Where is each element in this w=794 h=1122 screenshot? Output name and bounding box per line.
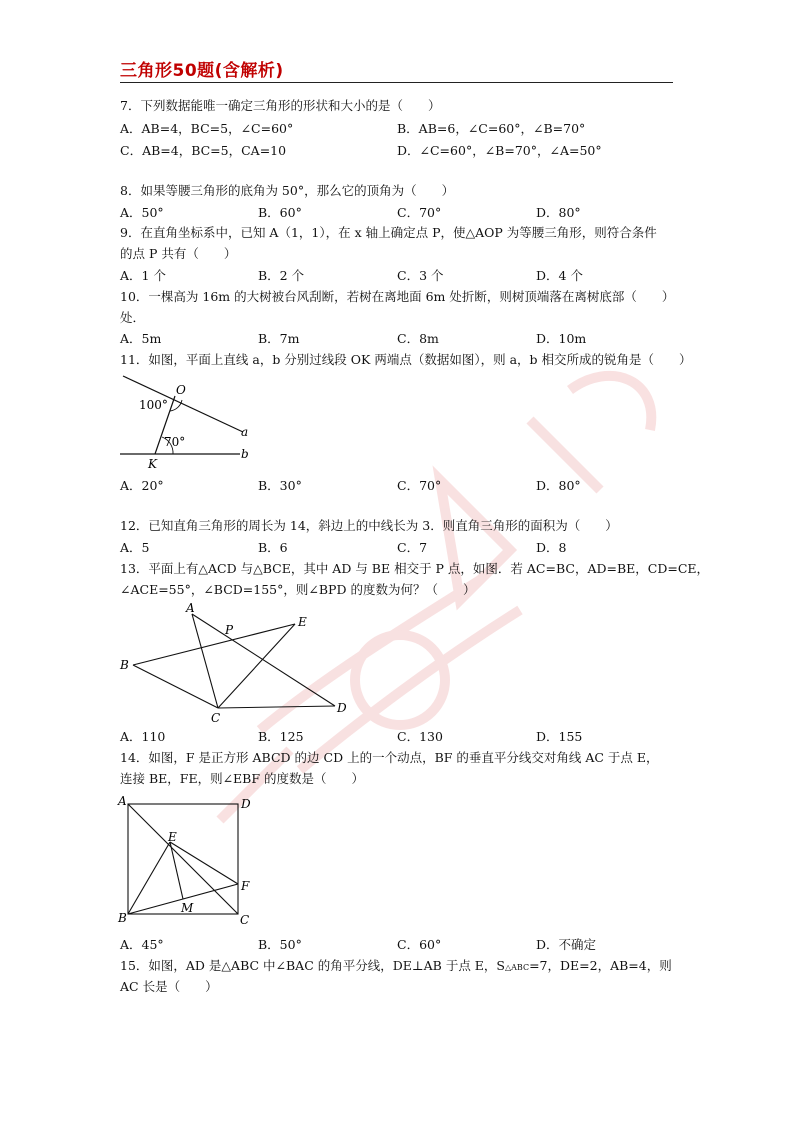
q14-label-m: M	[181, 901, 194, 915]
q11-option-a: A．20°	[120, 478, 164, 493]
q8-option-a: A．50°	[120, 205, 164, 220]
q14-label-c: C	[240, 913, 250, 927]
q12-option-d: D．8	[536, 540, 567, 555]
q10-option-d: D．10m	[536, 331, 587, 346]
q14-segment-fe	[170, 842, 238, 884]
q14-option-c: C．60°	[397, 937, 442, 952]
q13-option-b: B．125	[258, 729, 304, 744]
q9-option-b: B．2 个	[258, 268, 305, 283]
q9-option-c: C．3 个	[397, 268, 444, 283]
q11-angle-70: 70°	[164, 435, 186, 449]
q13-segment-be	[133, 624, 295, 665]
question-8-stem: 8．如果等腰三角形的底角为 50°，那么它的顶角为（ ）	[120, 183, 455, 198]
q7-option-b: B．AB=6，∠C=60°，∠B=70°	[397, 121, 586, 136]
q14-segment-be	[128, 842, 170, 914]
question-14-stem-line2: 连接 BE，FE，则∠EBF 的度数是（ ）	[120, 771, 365, 786]
q13-label-p: P	[225, 623, 234, 637]
q12-option-a: A．5	[120, 540, 150, 555]
q14-figure	[115, 794, 260, 928]
q11-label-b: b	[241, 447, 249, 461]
question-15-stem-line1	[120, 958, 672, 976]
question-12-stem: 12．已知直角三角形的周长为 14，斜边上的中线长为 3．则直角三角形的面积为（ ）	[120, 518, 618, 533]
q13-option-c: C．130	[397, 729, 443, 744]
q13-label-a: A	[186, 601, 195, 615]
q7-option-a: A．AB=4，BC=5，∠C=60°	[120, 121, 294, 136]
q12-option-c: C．7	[397, 540, 428, 555]
q11-label-a: a	[241, 425, 249, 439]
question-13-stem-line2: ∠ACE=55°，∠BCD=155°，则∠BPD 的度数为何？（ ）	[120, 582, 476, 597]
q9-option-d: D．4 个	[536, 268, 583, 283]
question-13-stem-line1: 13．平面上有△ACD 与△BCE，其中 AD 与 BE 相交于 P 点，如图．若 AC=BC，AD=BE，CD=CE，	[120, 561, 710, 576]
q11-option-b: B．30°	[258, 478, 302, 493]
q11-option-c: C．70°	[397, 478, 442, 493]
q13-label-b: B	[120, 658, 129, 672]
page-title: 三角形50题(含解析)	[120, 61, 284, 81]
q15-area-subscript: △ABC	[505, 963, 530, 972]
q8-option-b: B．60°	[258, 205, 302, 220]
q7-option-c: C．AB=4，BC=5，CA=10	[120, 143, 287, 158]
question-10-stem-line1: 10．一棵高为 16m 的大树被台风刮断，若树在离地面 6m 处折断，则树顶端落在离树底部（ ）	[120, 289, 675, 304]
q14-option-d: D．不确定	[536, 937, 597, 952]
q14-option-a: A．45°	[120, 937, 164, 952]
q13-label-e: E	[298, 615, 307, 629]
q15-stem-part2: =7，DE=2，AB=4，则	[529, 958, 672, 973]
q8-option-c: C．70°	[397, 205, 442, 220]
q11-angle-100: 100°	[139, 398, 168, 412]
question-15-stem-line2: AC 长是（ ）	[120, 979, 218, 994]
q14-label-b: B	[118, 911, 127, 925]
question-7-stem: 7．下列数据能唯一确定三角形的形状和大小的是（ ）	[120, 98, 441, 113]
q14-label-e: E	[168, 830, 177, 844]
question-9-stem-line2: 的点 P 共有（ ）	[120, 246, 237, 261]
q8-option-d: D．80°	[536, 205, 581, 220]
q13-label-c: C	[211, 711, 221, 725]
q11-label-k: K	[148, 457, 157, 471]
page-header	[120, 56, 673, 83]
q11-label-o: O	[176, 383, 186, 397]
question-10-stem-line2: 处．	[120, 310, 146, 325]
q12-option-b: B．6	[258, 540, 288, 555]
q11-option-d: D．80°	[536, 478, 581, 493]
q10-option-b: B．7m	[258, 331, 300, 346]
question-14-stem-line1: 14．如图，F 是正方形 ABCD 的边 CD 上的一个动点，BF 的垂直平分线交对角线 AC 于点 E，	[120, 750, 659, 765]
q11-figure	[115, 370, 265, 474]
q14-label-d: D	[241, 797, 251, 811]
q14-segment-em	[170, 842, 183, 899]
q14-label-a: A	[118, 794, 127, 808]
q10-option-a: A．5m	[120, 331, 162, 346]
q9-option-a: A．1 个	[120, 268, 166, 283]
q14-label-f: F	[241, 879, 250, 893]
q13-label-d: D	[337, 701, 347, 715]
q13-option-a: A．110	[120, 729, 166, 744]
q10-option-c: C．8m	[397, 331, 439, 346]
q13-option-d: D．155	[536, 729, 583, 744]
q14-option-b: B．50°	[258, 937, 302, 952]
q13-figure	[115, 598, 355, 726]
question-11-stem: 11．如图，平面上直线 a，b 分别过线段 OK 两端点（数据如图），则 a，b 相交所成的锐角是（ ）	[120, 352, 692, 367]
q13-segment-bc	[133, 665, 218, 708]
question-9-stem-line1: 9．在直角坐标系中，已知 A（1，1），在 x 轴上确定点 P，使△AOP 为等腰三角形，则符合条件	[120, 225, 657, 240]
q13-segment-cd	[218, 706, 335, 708]
q7-option-d: D．∠C=60°，∠B=70°，∠A=50°	[397, 143, 602, 158]
q15-stem-part1: 15．如图，AD 是△ABC 中∠BAC 的角平分线，DE⊥AB 于点 E，S	[120, 958, 505, 973]
